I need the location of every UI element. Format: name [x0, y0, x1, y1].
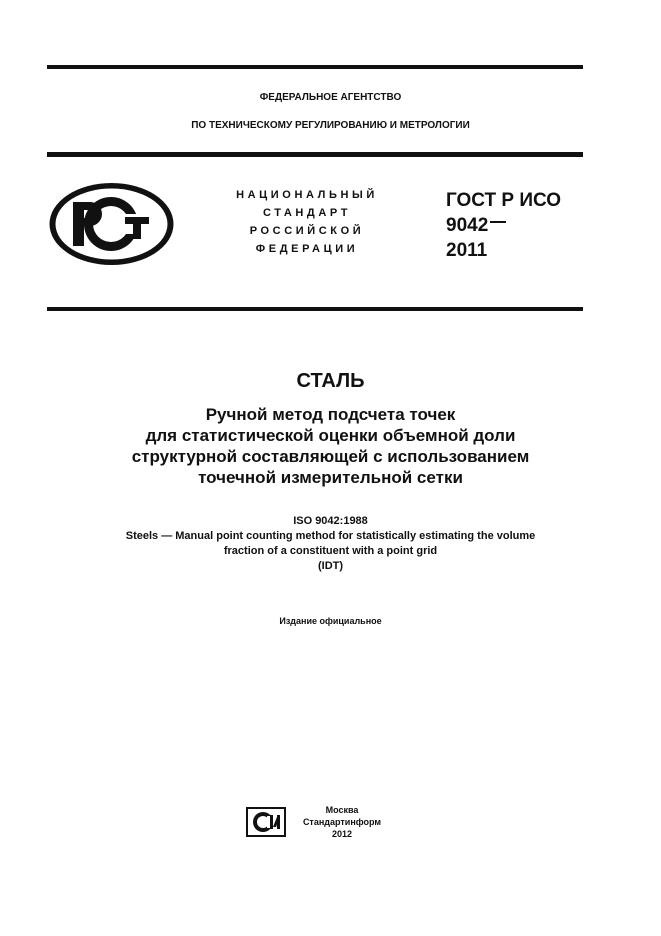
standard-designation	[446, 188, 561, 263]
standard-type-line: РОССИЙСКОЙ	[249, 225, 365, 237]
standartinform-logo-icon	[246, 807, 286, 842]
subtitle-line: Ручной метод подсчета точек	[205, 405, 456, 424]
iso-number: ISO 9042:1988	[293, 515, 368, 527]
rst-emblem-icon	[47, 181, 176, 272]
subtitle-line: для статистической оценки объемной доли	[145, 426, 516, 445]
iso-title-line: Steels — Manual point counting method for statistically estimating the volume	[125, 530, 536, 542]
publisher-info	[292, 804, 392, 840]
standard-type-line: ФЕДЕРАЦИИ	[255, 243, 359, 255]
designation-number-row	[446, 213, 561, 238]
standard-type-line: НАЦИОНАЛЬНЫЙ	[236, 189, 378, 201]
designation-dash	[490, 221, 506, 223]
agency-name-line1: ФЕДЕРАЛЬНОЕ АГЕНТСТВО	[259, 92, 402, 103]
designation-number: 9042	[446, 215, 489, 236]
designation-year: 2011	[446, 240, 488, 261]
agency-name-line2: ПО ТЕХНИЧЕСКОМУ РЕГУЛИРОВАНИЮ И МЕТРОЛОГИИ	[191, 120, 470, 131]
iso-title-line: fraction of a constituent with a point grid	[223, 545, 438, 557]
document-title: СТАЛЬ	[296, 370, 365, 392]
header-bottom-rule	[47, 307, 583, 311]
subtitle-line: структурной составляющей с использованием	[131, 447, 530, 466]
publisher-name: Стандартинформ	[302, 817, 382, 827]
designation-prefix: ГОСТ Р ИСО	[446, 190, 562, 211]
iso-identity: (IDT)	[317, 560, 344, 572]
edition-label: Издание официальное	[279, 616, 382, 626]
header-rule	[47, 152, 583, 157]
document-subtitle	[0, 404, 661, 488]
publication-year: 2012	[331, 829, 353, 839]
publisher-city: Москва	[325, 805, 359, 815]
standard-type	[214, 186, 400, 258]
iso-reference	[0, 514, 661, 574]
subtitle-line: точечной измерительной сетки	[198, 468, 463, 487]
standard-type-line: СТАНДАРТ	[262, 207, 352, 219]
top-rule	[47, 65, 583, 69]
